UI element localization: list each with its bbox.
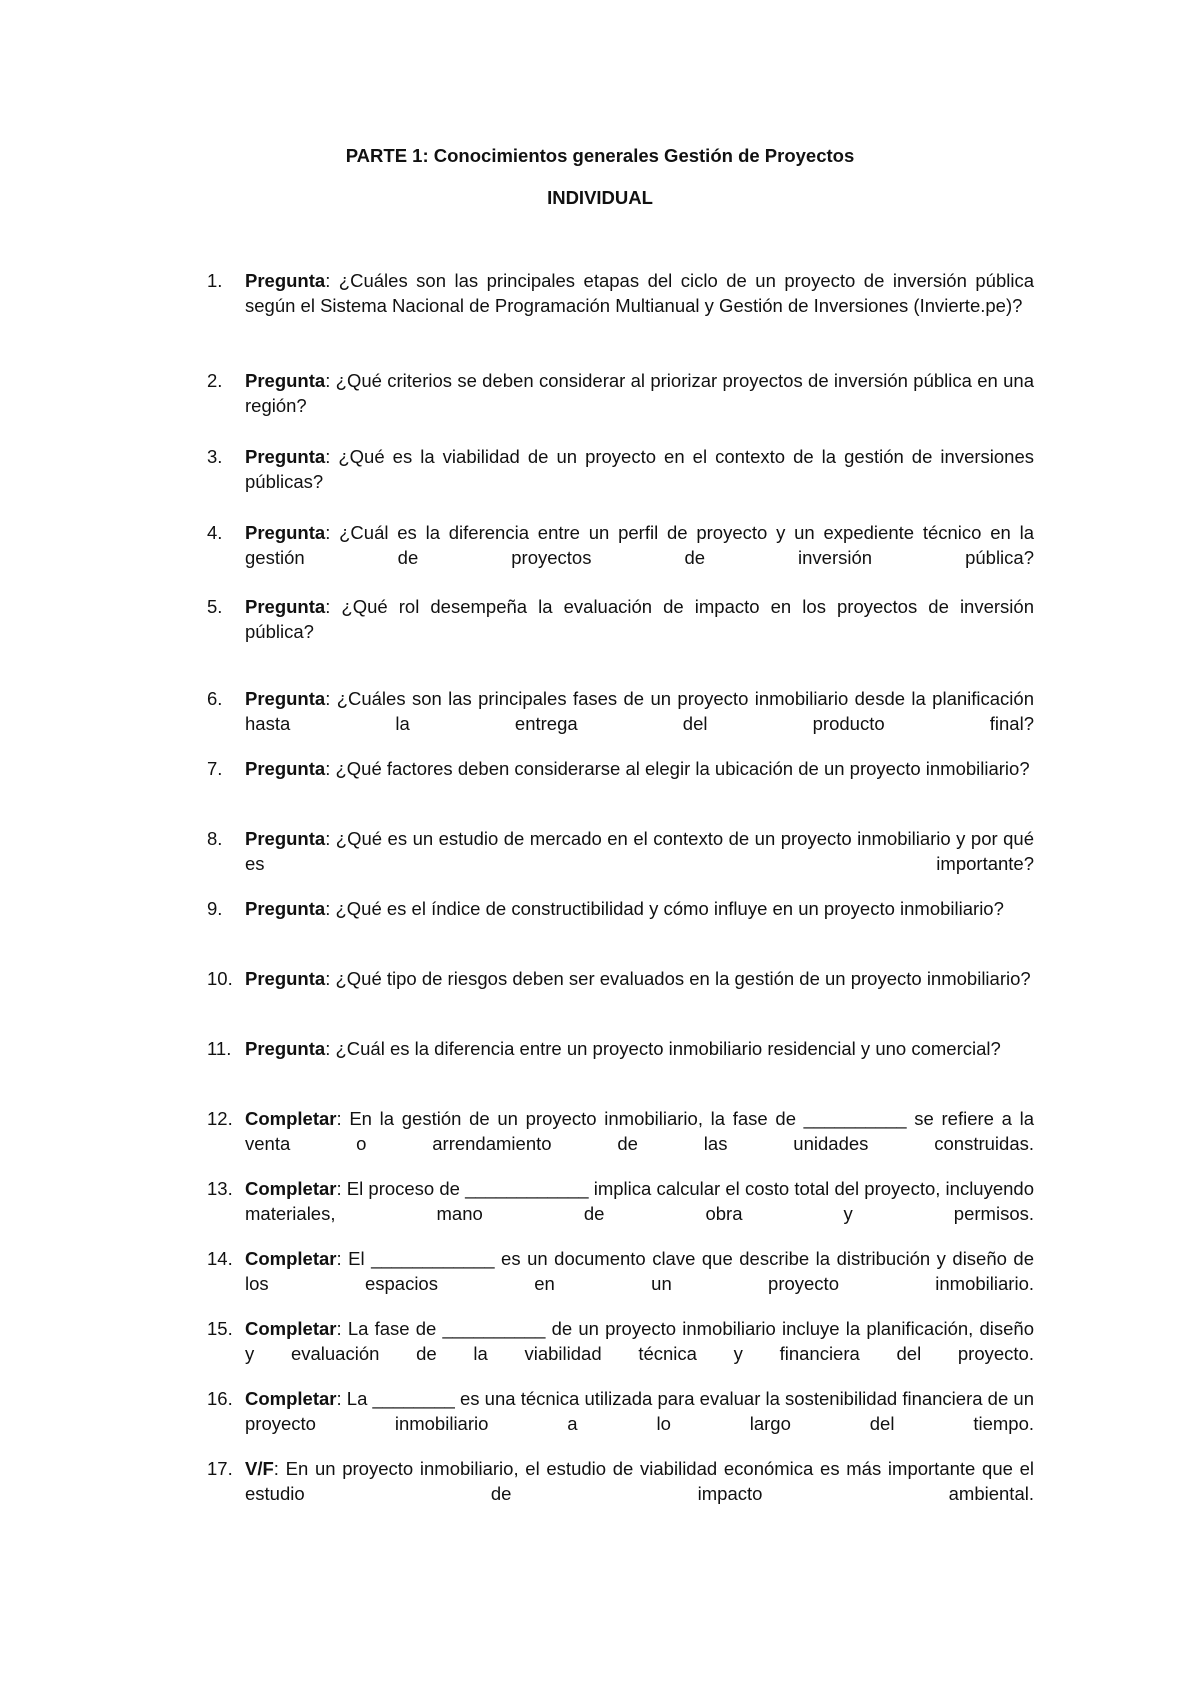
question-keyword: Pregunta [245, 522, 326, 543]
question-keyword: Pregunta [245, 758, 326, 779]
question-text: : ¿Qué es un estudio de mercado en el contexto de un proyecto inmobiliario y por qué es importante? [245, 828, 1034, 874]
question-text: : En un proyecto inmobiliario, el estudio de viabilidad económica es más importante que el estudio de impacto ambiental. [245, 1458, 1034, 1504]
question-keyword: Pregunta [245, 270, 326, 291]
question-item-13 [207, 1177, 1034, 1226]
question-keyword: Completar [245, 1178, 337, 1199]
question-number: 4. [207, 522, 223, 543]
question-item-17 [207, 1457, 1034, 1506]
question-text: : ¿Qué factores deben considerarse al elegir la ubicación de un proyecto inmobiliario? [325, 758, 1030, 779]
question-number: 7. [207, 758, 223, 779]
question-item-16 [207, 1387, 1034, 1436]
question-text: : ¿Qué criterios se deben considerar al priorizar proyectos de inversión pública en una región? [245, 370, 1034, 416]
question-item-3 [207, 445, 1034, 494]
question-text: : La fase de __________ de un proyecto inmobiliario incluye la planificación, diseño y evaluación de la viabilidad técnica y financiera del proyecto. [245, 1318, 1034, 1364]
document-title: PARTE 1: Conocimientos generales Gestión de Proyectos [345, 145, 855, 166]
question-text: : ¿Cuáles son las principales fases de un proyecto inmobiliario desde la planificación hasta la entrega del producto final? [245, 688, 1034, 734]
question-item-6 [207, 687, 1034, 736]
question-item-1 [207, 269, 1034, 318]
question-number: 15. [207, 1318, 233, 1339]
question-keyword: Pregunta [245, 370, 326, 391]
question-number: 16. [207, 1388, 233, 1409]
question-keyword: V/F [245, 1458, 274, 1479]
question-item-4 [207, 521, 1034, 570]
question-number: 8. [207, 828, 223, 849]
question-item-11 [207, 1037, 1034, 1062]
question-keyword: Completar [245, 1318, 337, 1339]
question-number: 13. [207, 1178, 233, 1199]
question-item-7 [207, 757, 1034, 782]
question-item-15 [207, 1317, 1034, 1366]
question-item-14 [207, 1247, 1034, 1296]
question-number: 10. [207, 968, 233, 989]
question-keyword: Completar [245, 1108, 337, 1129]
question-keyword: Pregunta [245, 898, 326, 919]
question-keyword: Pregunta [245, 688, 326, 709]
question-keyword: Pregunta [245, 828, 326, 849]
question-text: : ¿Qué es el índice de constructibilidad y cómo influye en un proyecto inmobiliario? [325, 898, 1004, 919]
question-text: : ¿Qué tipo de riesgos deben ser evaluados en la gestión de un proyecto inmobiliario? [325, 968, 1031, 989]
question-number: 3. [207, 446, 223, 467]
question-text: : ¿Cuál es la diferencia entre un proyecto inmobiliario residencial y uno comercial? [325, 1038, 1001, 1059]
document-subtitle: INDIVIDUAL [547, 187, 653, 208]
question-keyword: Pregunta [245, 1038, 326, 1059]
question-number: 5. [207, 596, 223, 617]
question-number: 12. [207, 1108, 233, 1129]
question-number: 14. [207, 1248, 233, 1269]
question-text: : ¿Cuáles son las principales etapas del ciclo de un proyecto de inversión pública según el Sistema Nacional de Programación Multianual y Gestión de Inversiones (Invierte.pe)? [245, 270, 1034, 316]
question-item-12 [207, 1107, 1034, 1156]
question-number: 6. [207, 688, 223, 709]
question-text: : ¿Cuál es la diferencia entre un perfil de proyecto y un expediente técnico en la gestión de proyectos de inversión pública? [245, 522, 1034, 568]
question-text: : En la gestión de un proyecto inmobiliario, la fase de __________ se refiere a la venta o arrendamiento de las unidades construidas. [245, 1108, 1034, 1154]
question-number: 17. [207, 1458, 233, 1479]
question-text: : El proceso de ____________ implica calcular el costo total del proyecto, incluyendo materiales, mano de obra y permisos. [245, 1178, 1034, 1224]
question-keyword: Pregunta [245, 968, 326, 989]
question-keyword: Completar [245, 1248, 337, 1269]
question-number: 1. [207, 270, 223, 291]
question-keyword: Completar [245, 1388, 337, 1409]
question-text: : ¿Qué rol desempeña la evaluación de impacto en los proyectos de inversión pública? [245, 596, 1034, 642]
question-text: : El ____________ es un documento clave que describe la distribución y diseño de los espacios en un proyecto inmobiliario. [245, 1248, 1034, 1294]
question-number: 9. [207, 898, 223, 919]
question-keyword: Pregunta [245, 446, 326, 467]
question-item-2 [207, 369, 1034, 418]
question-item-8 [207, 827, 1034, 876]
question-item-10 [207, 967, 1034, 992]
question-text: : La ________ es una técnica utilizada para evaluar la sostenibilidad financiera de un proyecto inmobiliario a lo largo del tiempo. [245, 1388, 1034, 1434]
question-number: 11. [207, 1038, 232, 1059]
question-item-5 [207, 595, 1034, 644]
question-text: : ¿Qué es la viabilidad de un proyecto en el contexto de la gestión de inversiones públicas? [245, 446, 1034, 492]
question-number: 2. [207, 370, 223, 391]
question-keyword: Pregunta [245, 596, 326, 617]
question-item-9 [207, 897, 1034, 922]
